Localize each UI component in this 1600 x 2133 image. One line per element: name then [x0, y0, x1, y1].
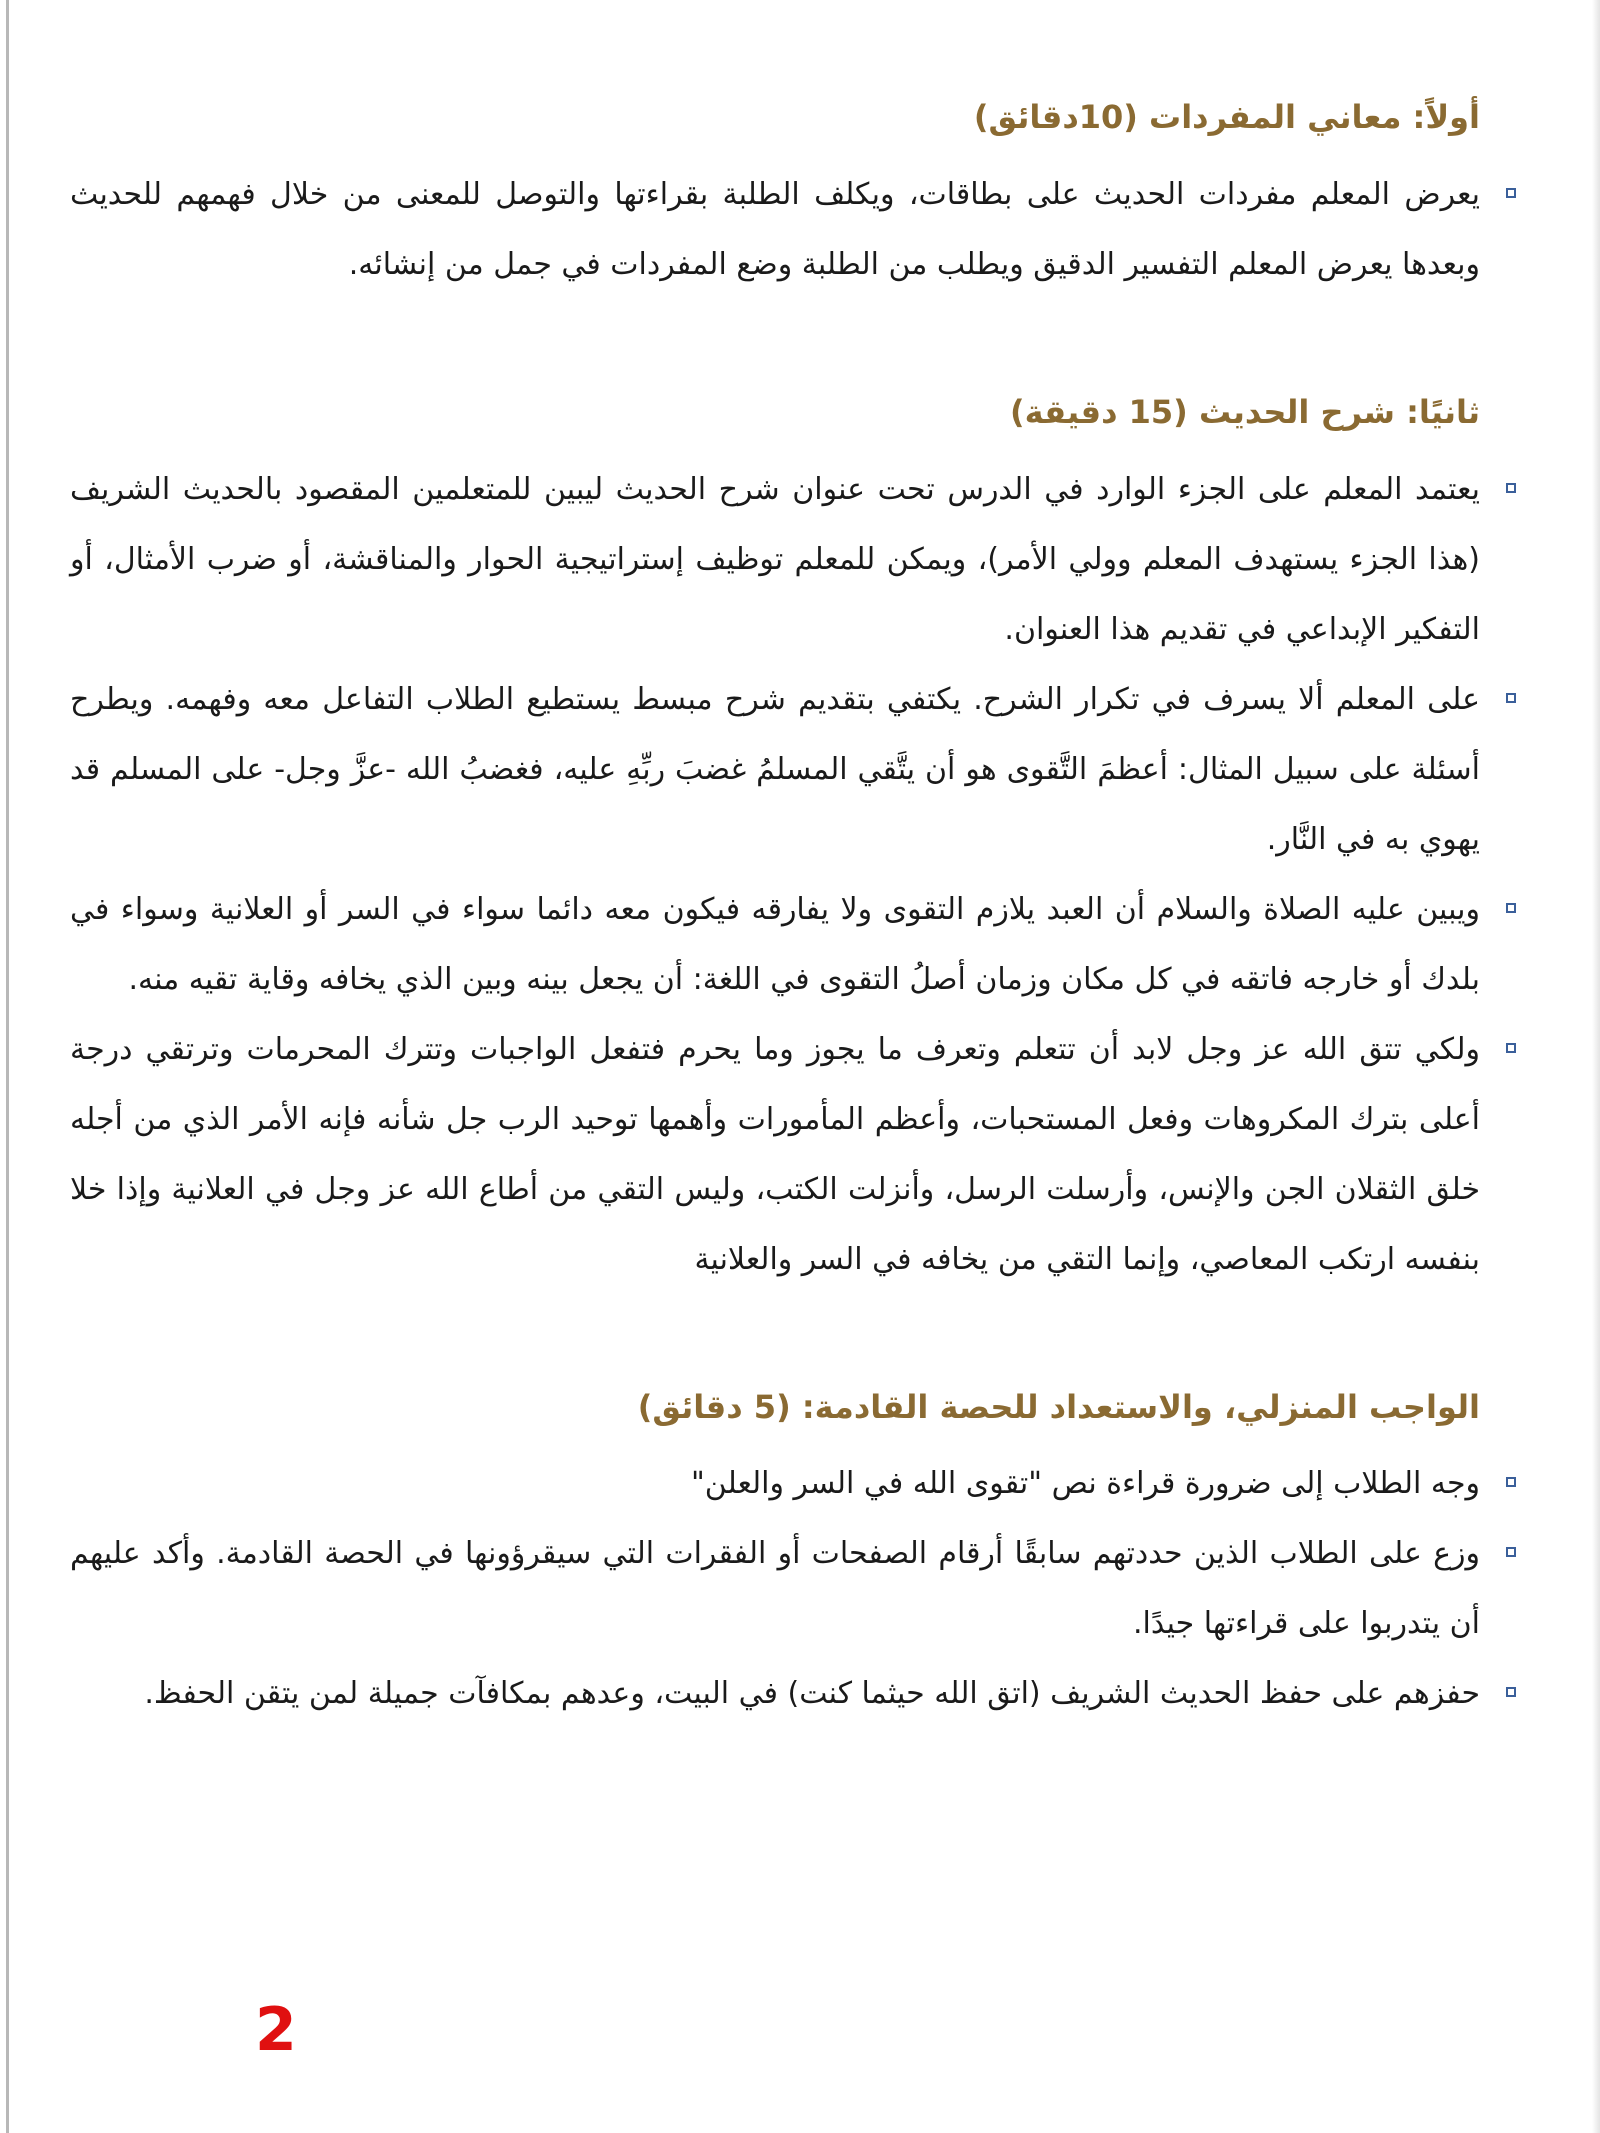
section-heading: الواجب المنزلي، والاستعداد للحصة القادمة: (5 دقائق) — [637, 1387, 1480, 1426]
square-bullet-icon — [1506, 903, 1516, 913]
section-heading: أولاً: معاني المفردات (10دقائق) — [973, 98, 1480, 136]
homework-section — [70, 1385, 1520, 1730]
list-item-text: ولكي تتق الله عز وجل لابد أن تتعلم وتعرف ما يجوز وما يحرم فتفعل الواجبات وتترك المحرمات وترتقي درجة أعلى بترك المكروهات وفعل المستحبات، وأعظم المأمورات وأهمها توحيد الرب جل شأنه فإنه الأمر الذي من أجله خلق الثقلان الجن والإنس، وأرسلت الرسل، وأنزلت الكتب، وليس التقي من أطاع الله عز وجل في العلانية وإذا خلا بنفسه ارتكب المعاصي، وإنما التقي من يخافه في السر والعلانية — [70, 1031, 1480, 1277]
list-item-text: وزع على الطلاب الذين حددتهم سابقًا أرقام الصفحات أو الفقرات التي سيقرؤونها في الحصة القادمة. وأكد عليهم أن يتدربوا على قراءتها جيدًا. — [70, 1536, 1480, 1642]
right-page-shadow — [1592, 0, 1600, 2133]
square-bullet-icon — [1506, 1687, 1516, 1697]
list-item-text: على المعلم ألا يسرف في تكرار الشرح. يكتفي بتقديم شرح مبسط يستطيع الطلاب التفاعل معه وفهمه. ويطرح أسئلة على سبيل المثال: أعظمَ التَّقوى هو أن يتَّقي المسلمُ غضبَ ربِّهِ عليه، فغضبُ الله -عزَّ وجل- على المسلم قد يهوي به في النَّار. — [70, 681, 1480, 857]
list-item-text: ويبين عليه الصلاة والسلام أن العبد يلازم التقوى ولا يفارقه فيكون معه دائما سواء في السر أو العلانية وسواء في بلدك أو خارجه فاتقه في كل مكان وزمان أصلُ التقوى في اللغة: أن يجعل بينه وبين الذي يخافه وقاية تقيه منه. — [70, 891, 1480, 997]
list-item — [70, 160, 1520, 300]
list-item — [70, 1015, 1520, 1295]
list-item — [70, 875, 1520, 1015]
square-bullet-icon — [1506, 1477, 1516, 1487]
bullet-list — [70, 1449, 1520, 1729]
list-item-text: يعتمد المعلم على الجزء الوارد في الدرس تحت عنوان شرح الحديث ليبين للمتعلمين المقصود بالحديث الشريف (هذا الجزء يستهدف المعلم وولي الأمر)، ويمكن للمعلم توظيف إستراتيجية الحوار والمناقشة، أو ضرب الأمثال، أو التفكير الإبداعي في تقديم هذا العنوان. — [70, 471, 1480, 647]
list-item-text: يعرض المعلم مفردات الحديث على بطاقات، ويكلف الطلبة بقراءتها والتوصل للمعنى من خلال فهمهم للحديث وبعدها يعرض المعلم التفسير الدقيق ويطلب من الطلبة وضع المفردات في جمل من إنشائه. — [70, 176, 1480, 282]
square-bullet-icon — [1506, 693, 1516, 703]
bullet-list — [70, 455, 1520, 1295]
bullet-list — [70, 160, 1520, 300]
section-heading: ثانيًا: شرح الحديث (15 دقيقة) — [1010, 392, 1480, 431]
list-item-text: حفزهم على حفظ الحديث الشريف (اتق الله حيثما كنت) في البيت، وعدهم بمكافآت جميلة لمن يتقن الحفظ. — [144, 1676, 1480, 1712]
square-bullet-icon — [1506, 1043, 1516, 1053]
square-bullet-icon — [1506, 483, 1516, 493]
vocabulary-section — [70, 95, 1520, 300]
list-item — [70, 1659, 1520, 1729]
list-item — [70, 455, 1520, 665]
document-page — [70, 95, 1520, 1729]
list-item — [70, 665, 1520, 875]
list-item — [70, 1449, 1520, 1519]
left-margin-line — [6, 0, 9, 2133]
square-bullet-icon — [1506, 188, 1516, 198]
hadith-explanation-section — [70, 390, 1520, 1295]
square-bullet-icon — [1506, 1547, 1516, 1557]
page-number: 2 — [255, 1995, 297, 2065]
list-item-text: وجه الطلاب إلى ضرورة قراءة نص "تقوى الله في السر والعلن" — [691, 1466, 1480, 1502]
list-item — [70, 1519, 1520, 1659]
